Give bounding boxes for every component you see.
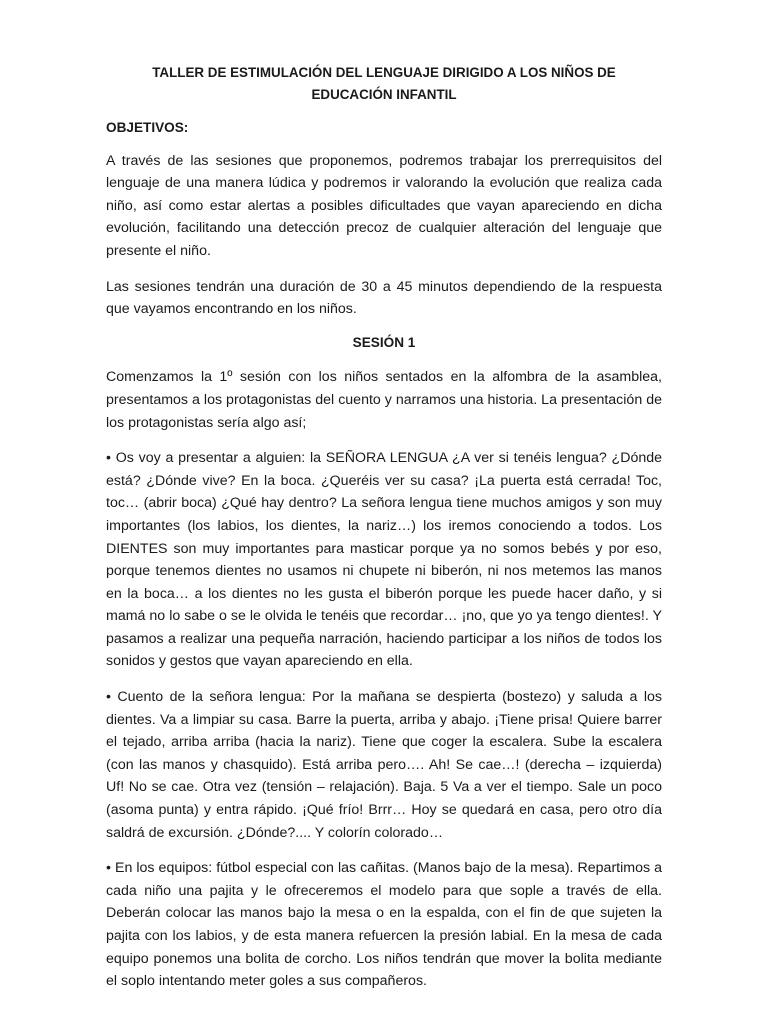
objectives-heading: OBJETIVOS: [106, 120, 189, 135]
objectives-paragraph-1: A través de las sesiones que proponemos, podremos trabajar los prerrequisitos del lenguaje de una manera lúdica y podremos ir valorando la evolución que realiza cada niño, así como estar alertas a posibles dificultades que vayan apareciendo en dicha evolución, facilitando una detección precoz de cualquier alteración del lenguaje que presente el niño. [106, 152, 662, 259]
session-paragraph-intro: Comenzamos la 1º sesión con los niños sentados en la alfombra de la asamblea, presentamos a los protagonistas del cuento y narramos una historia. La presentación de los protagonistas sería algo así; [106, 369, 662, 431]
session-paragraph-cuento: • Cuento de la señora lengua: Por la mañana se despierta (bostezo) y saluda a los dientes. Va a limpiar su casa. Barre la puerta, arriba y abajo. ¡Tiene prisa! Quiere barrer el tejado, arriba arriba (hacia la nariz). Tiene que coger la escalera. Sube la escalera (con las manos y chasquido). Está arriba pero…. Ah! Se cae…! (derecha – izquierda) Uf! No se cae. Otra vez (tensión – relajación). Baja. 5 Va a ver el tiempo. Sale un poco (asoma punta) y entra rápido. ¡Qué frío! Brrr… Hoy se quedará en casa, pero otro día saldrá de excursión. ¿Dónde?.... Y colorín colorado… [106, 689, 662, 841]
document-title: TALLER DE ESTIMULACIÓN DEL LENGUAJE DIRIGIDO A LOS NIÑOS DE EDUCACIÓN INFANTIL [152, 65, 616, 102]
session-paragraph-equipos: • En los equipos: fútbol especial con las cañitas. (Manos bajo de la mesa). Repartimos a cada niño una pajita y le ofreceremos el modelo para que sople a través de ella. Deberán colocar las manos bajo la mesa o en la espalda, con el fin de que sujeten la pajita con los labios, y de esta manera refuercen la presión labial. En la mesa de cada equipo ponemos una bolita de corcho. Los niños tendrán que mover la bolita mediante el soplo intentando meter goles a sus compañeros. [106, 860, 662, 990]
objectives-paragraph-2: Las sesiones tendrán una duración de 30 a 45 minutos dependiendo de la respuesta que vayamos encontrando en los niños. [106, 278, 662, 318]
document-page [106, 62, 662, 1006]
session-paragraph-senora-lengua: • Os voy a presentar a alguien: la SEÑORA LENGUA ¿A ver si tenéis lengua? ¿Dónde está? ¿Dónde vive? En la boca. ¿Queréis ver su casa? ¡La puerta está cerrada! Toc, toc… (abrir boca) ¿Qué hay dentro? La señora lengua tiene muchos amigos y son muy importantes (los labios, los dientes, la nariz…) los iremos conociendo a todos. Los DIENTES son muy importantes para masticar porque ya no somos bebés y por eso, porque tenemos dientes no usamos ni chupete ni biberón, ni nos metemos las manos en la boca… a los dientes no les gusta el biberón porque les puede hacer daño, y si mamá no lo sabe o se le olvida le tenéis que recordar… ¡no, que yo ya tengo dientes!. Y pasamos a realizar una pequeña narración, haciendo participar a los niños de todos los sonidos y gestos que vayan apareciendo en ella. [106, 450, 662, 670]
session-heading: SESIÓN 1 [352, 334, 416, 350]
